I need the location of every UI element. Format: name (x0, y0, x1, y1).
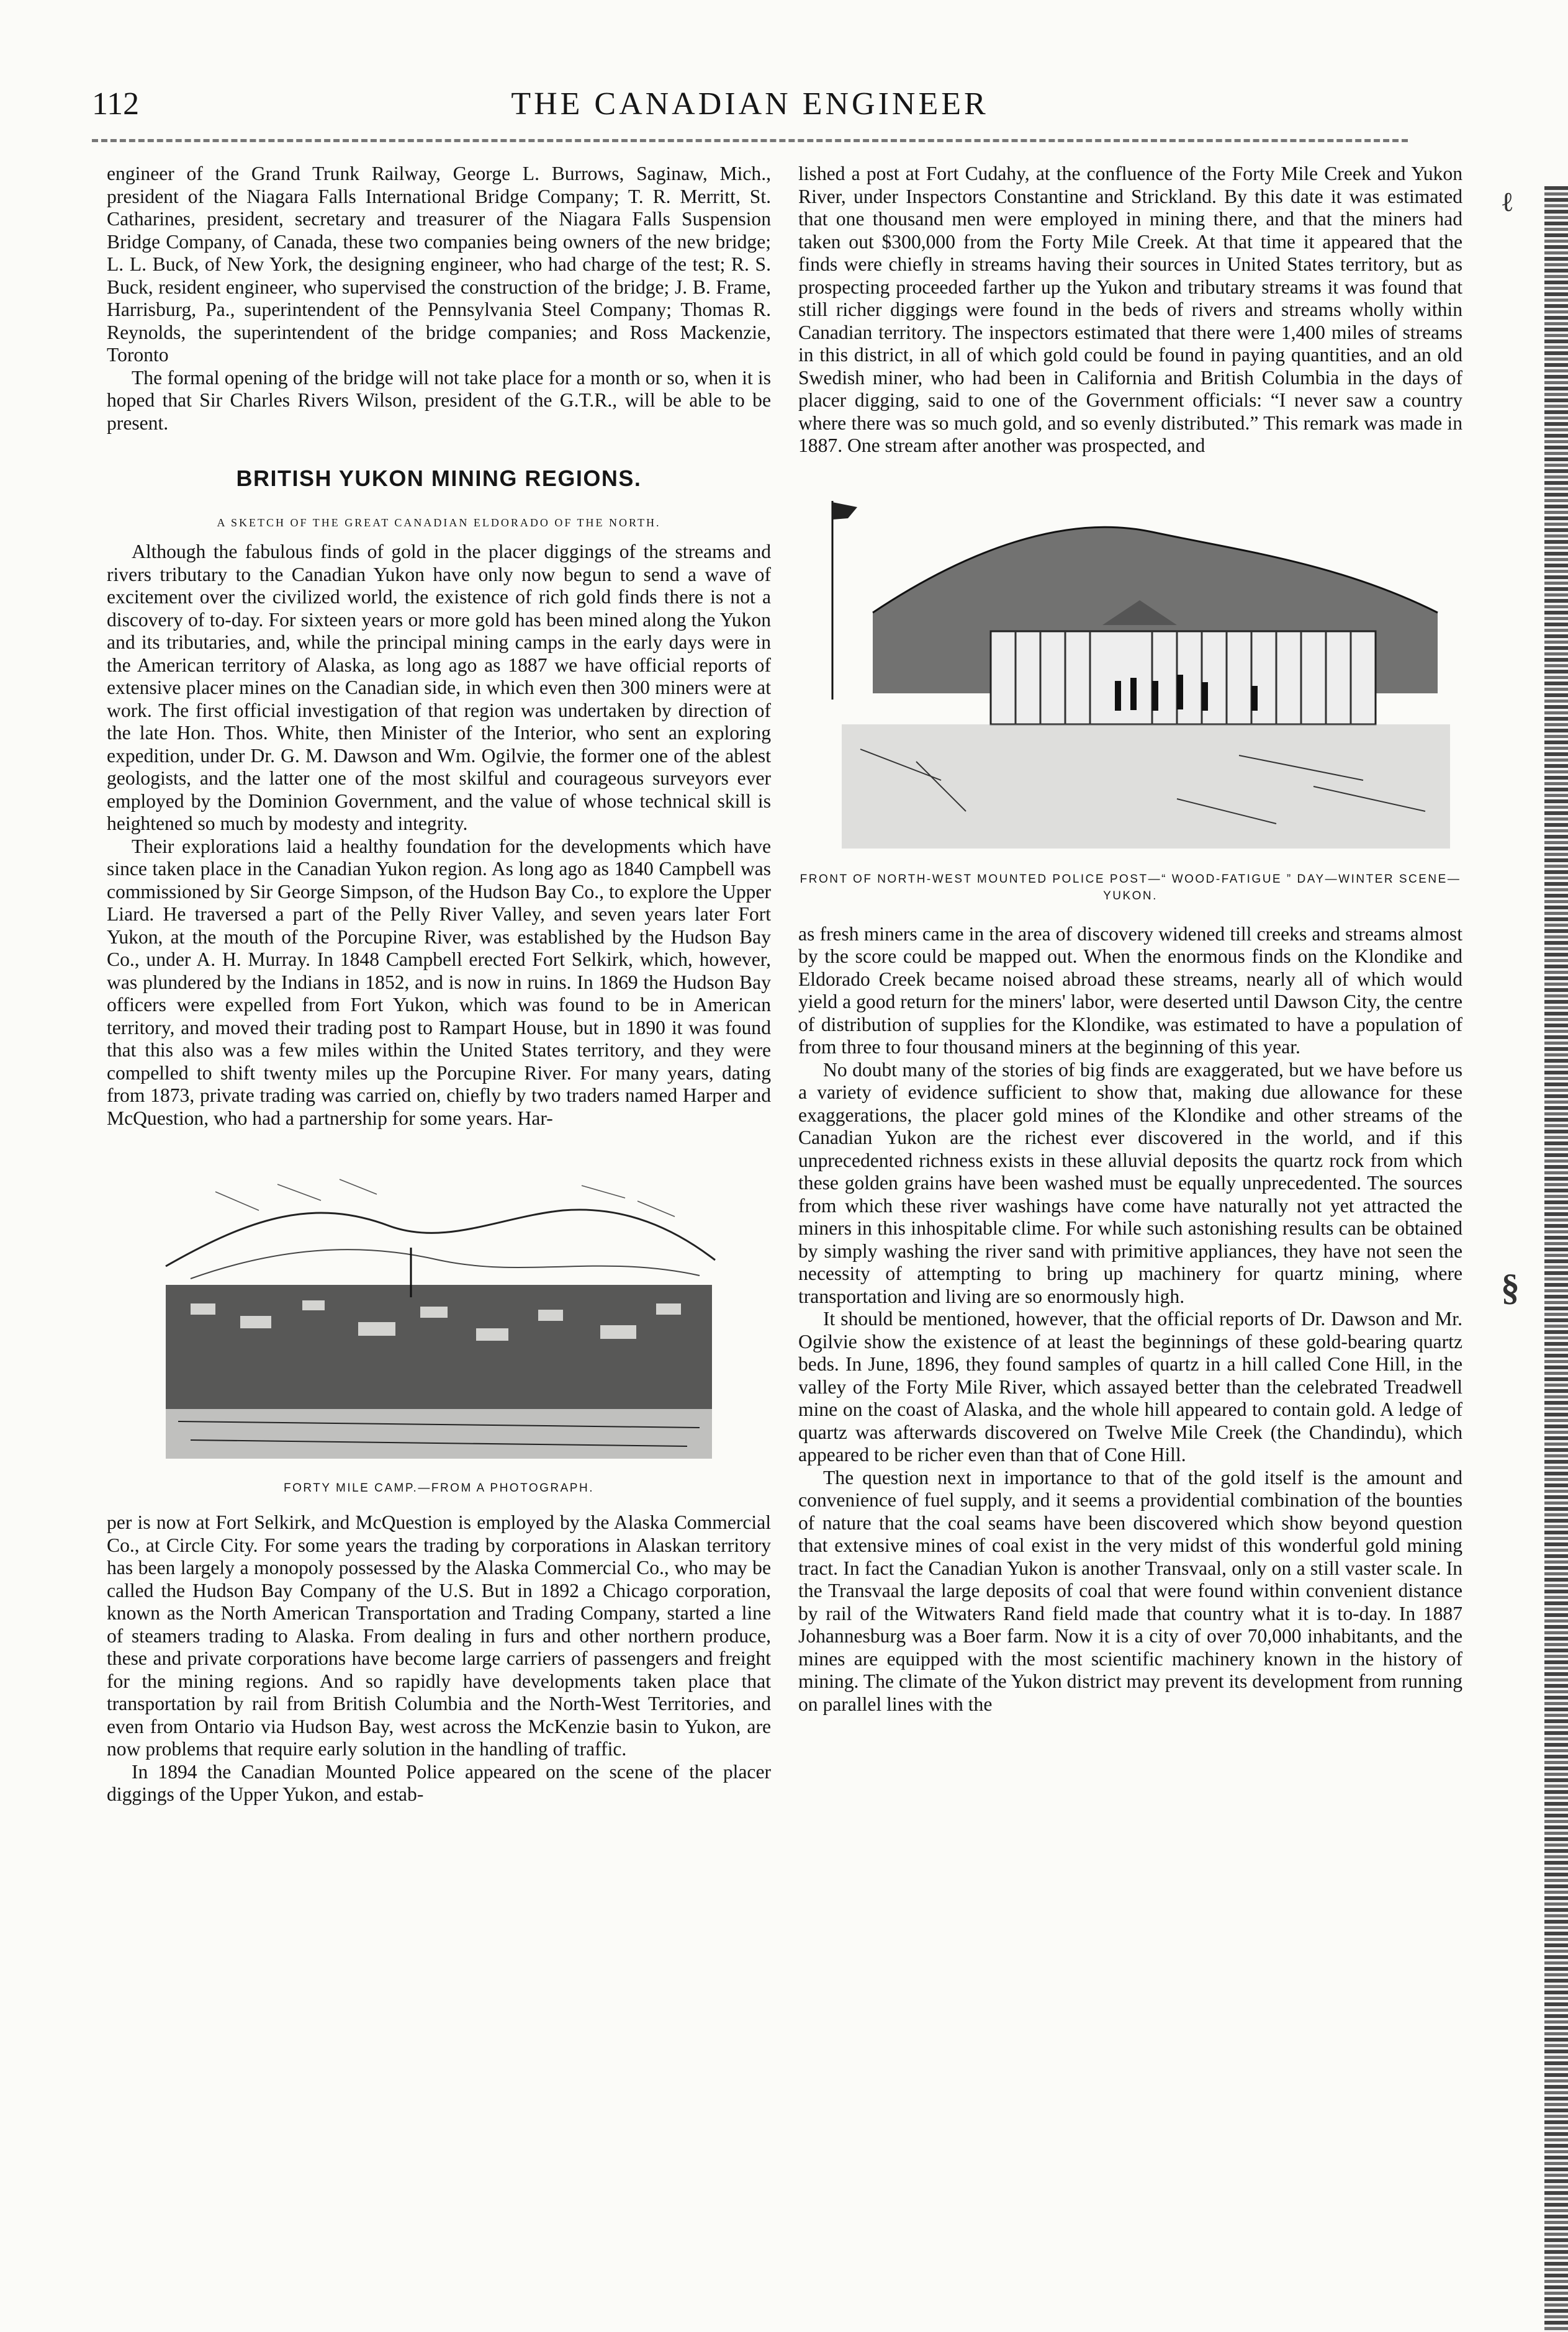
paragraph: The formal opening of the bridge will not take place for a month or so, when it is hoped that Sir Charles Rivers Wilson, president of the G.T.R., will be able to be present. (107, 366, 771, 434)
figure-caption: FRONT OF NORTH-WEST MOUNTED POLICE POST—“ WOOD-FATIGUE ” DAY—WINTER SCENE—YUKON. (800, 872, 1461, 903)
right-column (798, 163, 1462, 2261)
journal-title: THE CANADIAN ENGINEER (511, 86, 989, 122)
section-subtitle: A SKETCH OF THE GREAT CANADIAN ELDORADO OF THE NORTH. (217, 516, 661, 529)
paragraph: It should be mentioned, however, that the official reports of Dr. Dawson and Mr. Ogilvie show the existence of at least the beginnings of these gold-bearing quartz beds. In June, 1896, they found samples of quartz in a hill called Cone Hill, in the valley of the Forty Mile River, which assayed better than the celebrated Treadwell mine on the coast of Alaska, and the whole hill appeared to contain gold. A ledge of quartz was afterwards discovered on Twelve Mile Creek (the Chandindu), which appeared to be richer even than that of Cone Hill. (798, 1308, 1462, 1465)
engraving-image (804, 488, 1456, 861)
paragraph: The question next in importance to that of the gold itself is the amount and convenience of fuel supply, and it seems a providential combination of the bounties of nature that the coal seams have been discovered which show beyond question that extensive mines of coal exist in the very midst of this wonderful gold mining tract. In fact the Canadian Yukon is another Transvaal, only on a still vaster scale. In the Transvaal the large deposits of coal that were found within convenient distance by rail of the Witwaters Rand field made that country what it is to-day. In 1887 Johannesburg was a Boer farm. Now it is a city of over 70,000 inhabitants, and the mines are equipped with the most scientific machinery known in the history of mining. The climate of the Yukon district may prevent its development from running on parallel lines with the (798, 1466, 1462, 1715)
police-post-illustration (804, 488, 1456, 861)
margin-mark: § (1501, 1267, 1520, 1308)
paragraph: lished a post at Fort Cudahy, at the confluence of the Forty Mile Creek and Yukon River, under Inspectors Constantine and Strickland. By this date it was estimated that one thousand men were employed in mining there, and that the miners had taken out $300,000 from the Forty Mile Creek. At that time it appeared that the finds were chiefly in streams having their sources in United States territory, but as prospecting proceeded farther up the Yukon and tributary streams it was found that still richer diggings were found in the beds of rivers and streams wholly within Canadian territory. The inspectors estimated that there were 1,400 miles of streams in this district, in all of which gold could be found in paying quantities, and an old Swedish miner, who had been in California and British Columbia in the days of placer digging, said to one of the Government officials: “I never saw a country where there was so much gold, and so evenly distributed.” This remark was made in 1887. One stream after another was prospected, and (798, 163, 1462, 456)
scan-edge-strip (1544, 186, 1568, 2332)
paragraph: Although the fabulous finds of gold in the placer diggings of the streams and rivers tributary to the Canadian Yukon have only now begun to send a wave of excitement over the civilized world, the existence of rich gold finds there is not a discovery of to-day. For sixteen years or more gold has been mined along the Yukon and its tributaries, and, while the principal mining camps in the early days were in the American territory of Alaska, as long ago as 1887 we have official reports of extensive placer mines on the Canadian side, in which even then 300 miners were at work. The first official investigation of that region was undertaken by direction of the late Hon. Thos. White, then Minister of the Interior, who sent an exploring expedition, under Dr. G. M. Dawson and Wm. Ogilvie, the former one of the ablest geologists, and the latter one of the most skilful and courageous surveyors ever employed by the Dominion Government, and the value of whose technical skill is heightened so much by modesty and integrity. (107, 541, 771, 834)
forty-mile-camp-illustration (153, 1173, 724, 1465)
paragraph: Their explorations laid a healthy foundation for the developments which have since taken place in the Canadian Yukon region. As long ago as 1840 Campbell was commissioned by Sir George Simpson, of the Hudson Bay Co., to explore the Upper Liard. He traversed a part of the Pelly River Valley, and seven years later Fort Yukon, at the mouth of the Porcupine River, was established by the Hudson Bay Co., under A. H. Murray. In 1848 Campbell erected Fort Selkirk, which, however, was plundered by the Indians in 1852, and is now in ruins. In 1869 the Hudson Bay officers were expelled from Fort Yukon, which was found to be in American territory, and moved their trading post to Rampart House, but in 1890 it was found that this also was a few miles within the United States territory, and they were compelled to shift twenty miles up the Porcupine River. For many years, dating from 1873, private trading was carried on, chiefly by two traders named Harper and McQuestion, who had a partnership for some years. Har- (107, 835, 771, 1129)
figure-caption: FORTY MILE CAMP.—FROM A PHOTOGRAPH. (284, 1482, 594, 1495)
paragraph: In 1894 the Canadian Mounted Police appeared on the scene of the placer diggings of the Upper Yukon, and estab- (107, 1760, 771, 1805)
left-column (107, 163, 771, 2261)
paragraph: engineer of the Grand Trunk Railway, George L. Burrows, Saginaw, Mich., president of the Niagara Falls International Bridge Company; T. R. Merritt, St. Catharines, president, secretary and treasurer of the Niagara Falls Suspension Bridge Company, of Canada, these two companies being owners of the new bridge; L. L. Buck, of New York, the designing engineer, who had charge of the test; R. S. Buck, resident engineer, who supervised the construction of the bridge; J. B. Frame, Harrisburg, Pa., superintendent of the Pennsylvania Steel Company; Thomas R. Reynolds, the superintendent of the bridge companies; and Ross Mackenzie, Toronto (107, 163, 771, 366)
margin-mark: ℓ (1502, 187, 1513, 217)
paragraph: per is now at Fort Selkirk, and McQuestion is employed by the Alaska Commercial Co., at Circle City. For some years the trading by corporations in Alaskan territory has been largely a monopoly possessed by the Alaska Commercial Co., who may be called the Hudson Bay Company of the U.S. But in 1892 a Chicago corporation, known as the North American Transportation and Trading Company, started a line of steamers trading to Alaska. From dealing in furs and other northern produce, these and private corporations have become large carriers of passengers and freight for the mining regions. And so rapidly have developments taken place that transportation by rail from British Columbia and the North-West Territories, and even from Ontario via Hudson Bay, west across the McKenzie basin to Yukon, are now problems that require early solution in the handling of traffic. (107, 1511, 771, 1760)
paragraph: No doubt many of the stories of big finds are exaggerated, but we have before us a variety of evidence sufficient to show that, making due allowance for these exaggerations, the placer gold mines of the Klondike and other streams of the Canadian Yukon are the richest ever discovered in the world, and if this unprecedented richness exists in these alluvial deposits the quartz rock from which these golden grains have been washed must be equally unprecedented. The sources from which these river washings have come have naturally not yet attracted the miners in this inhospitable clime. For while such astonishing results can be obtained by simply washing the river sand with primitive appliances, they have not seen the necessity of attempting to bring up machinery for quartz mining, where transportation and living are so enormously high. (798, 1058, 1462, 1307)
page-number: 112 (92, 86, 140, 122)
page-header (92, 79, 1408, 142)
section-title: BRITISH YUKON MINING REGIONS. (236, 466, 642, 491)
engraving-image (153, 1173, 724, 1465)
paragraph: as fresh miners came in the area of discovery widened till creeks and streams almost by the score could be mapped out. When the enormous finds on the Klondike and Eldorado Creek became noised abroad these streams, nearly all of which would yield a good return for the miners' labor, were deserted until Dawson City, the centre of distribution of supplies for the Klondike, was estimated to have a population of from three to four thousand miners at the beginning of this year. (798, 922, 1462, 1058)
header-rule (92, 139, 1408, 142)
